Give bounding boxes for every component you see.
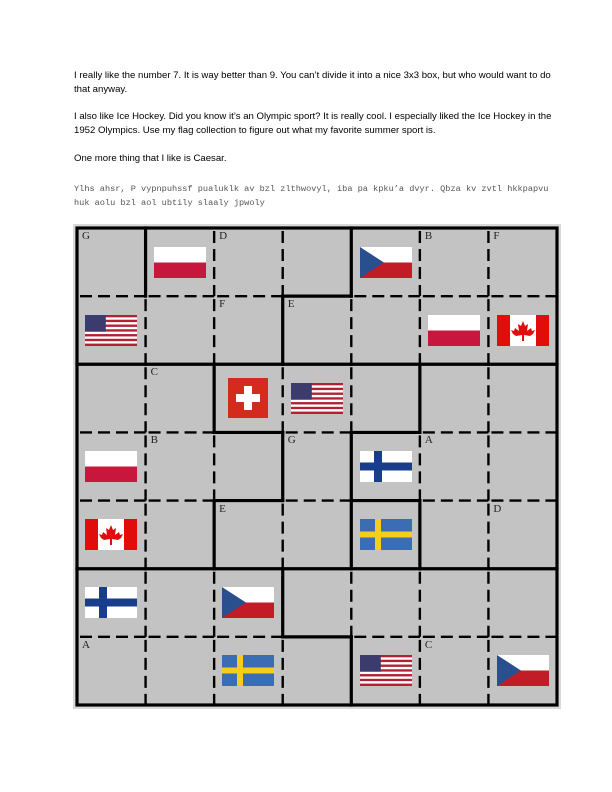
finland-flag-icon bbox=[360, 451, 412, 487]
grid-background bbox=[77, 228, 557, 705]
czech-flag-icon bbox=[222, 587, 274, 623]
cell-letter-label: E bbox=[219, 502, 226, 515]
cell-letter-label: G bbox=[287, 434, 296, 447]
intro-paragraph-caesar: One more thing that I like is Caesar. bbox=[74, 153, 227, 164]
cell-letter-label: A bbox=[424, 434, 433, 447]
cell-letter-label: D bbox=[493, 502, 502, 515]
usa-flag-icon bbox=[291, 383, 343, 419]
poland-flag-icon bbox=[85, 451, 137, 487]
cipher-text: Ylhs ahsr, P vypnpuhssf pualuklk av bzl zlthwovyl, iba pa kpku’a dvyr. Qbza kv zvtl hkkpapvu huk aolu bzl aol ubtily slaaly jpwoly bbox=[74, 184, 549, 208]
cell-letter-label: F bbox=[219, 298, 226, 311]
usa-flag-icon bbox=[85, 315, 137, 351]
intro-paragraph-ice-hockey: I also like Ice Hockey. Did you know it’s an Olympic sport? It is really cool. I especially liked the Ice Hockey in the 1952 Olympics. Use my flag collection to figure out what my favorite summer sport is. bbox=[74, 111, 552, 136]
canada-flag-icon bbox=[497, 315, 549, 351]
switzerland-flag-icon bbox=[228, 378, 268, 423]
czech-flag-icon bbox=[497, 655, 549, 691]
cell-letter-label: A bbox=[82, 638, 90, 651]
cell-letter-label: B bbox=[424, 230, 433, 242]
cell-letter-label: E bbox=[287, 298, 295, 311]
cell-letter-label: F bbox=[493, 230, 500, 242]
czech-flag-icon bbox=[360, 247, 412, 283]
cell-letter-label: D bbox=[219, 230, 228, 242]
cell-letter-label: G bbox=[82, 230, 90, 242]
cell-letter-label: C bbox=[150, 366, 158, 379]
flag-puzzle-grid bbox=[73, 224, 561, 709]
poland-flag-icon bbox=[154, 247, 206, 283]
poland-flag-icon bbox=[428, 315, 480, 351]
cell-letter-label: B bbox=[150, 434, 158, 447]
cell-letter-label: C bbox=[424, 638, 433, 651]
finland-flag-icon bbox=[85, 587, 137, 623]
intro-paragraph-number-seven: I really like the number 7. It is way better than 9. You can’t divide it into a nice 3x3 box, but who would want to do that anyway. bbox=[74, 70, 551, 95]
sweden-flag-icon bbox=[222, 655, 274, 691]
grid-lines bbox=[73, 224, 561, 709]
usa-flag-icon bbox=[360, 655, 412, 691]
canada-flag-icon bbox=[85, 519, 137, 555]
sweden-flag-icon bbox=[360, 519, 412, 555]
